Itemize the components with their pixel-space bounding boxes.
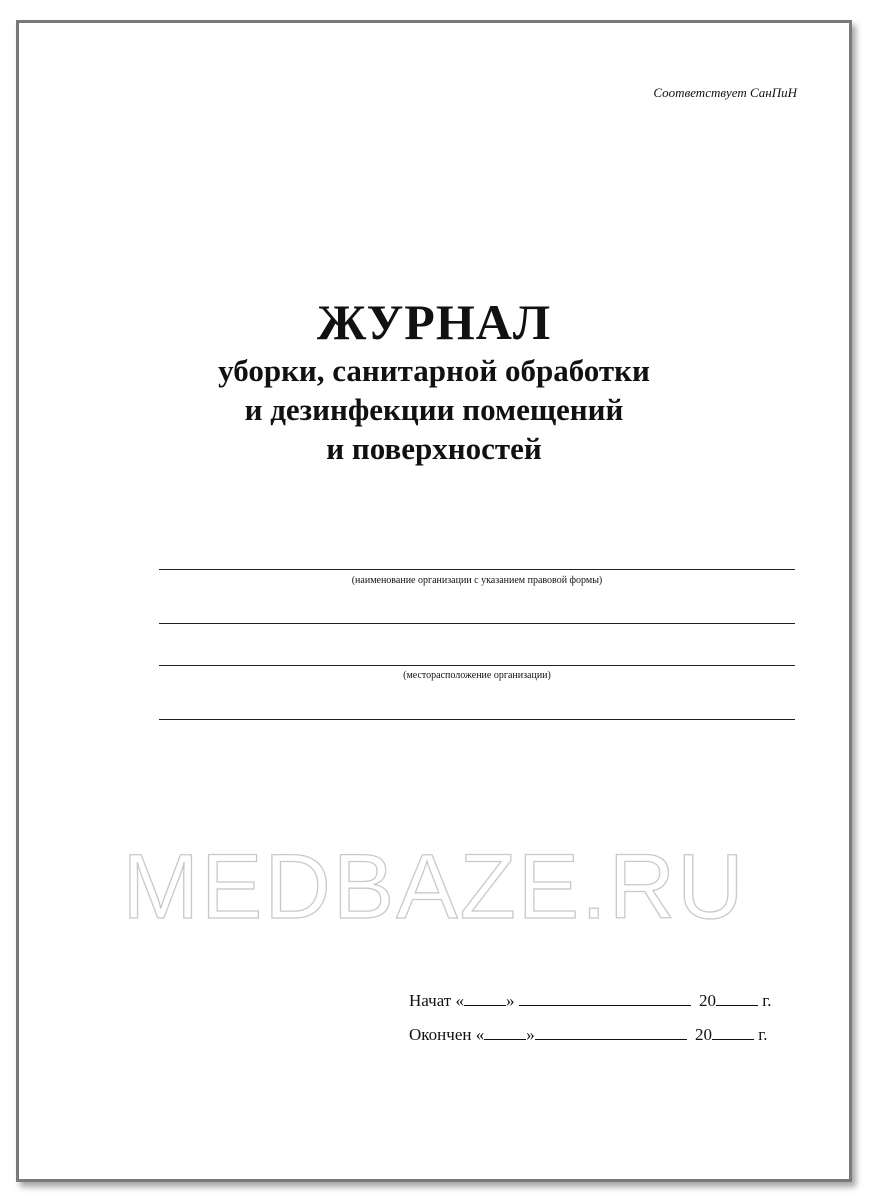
end-month-blank (535, 1025, 687, 1040)
end-date-row (409, 1025, 768, 1045)
end-close-quote: » (526, 1025, 535, 1044)
org-name-line-2 (159, 623, 795, 624)
start-month-blank (519, 991, 691, 1006)
journal-subtitle-line-3: и поверхностей (326, 431, 542, 466)
journal-title: ЖУРНАЛ (316, 294, 552, 350)
journal-cover-page (16, 20, 852, 1182)
end-year-suffix: г. (758, 1025, 768, 1044)
start-year-suffix: г. (762, 991, 772, 1010)
journal-subtitle-line-2: и дезинфекции помещений (244, 392, 624, 427)
watermark: MEDBAZE.RU (122, 836, 746, 938)
org-name-line (159, 569, 795, 570)
org-location-line-2 (159, 719, 795, 720)
start-close-quote: » (505, 991, 515, 1010)
org-name-caption: (наименование организации с указанием правовой формы) (351, 575, 603, 586)
end-date-label: Окончен « (409, 1025, 485, 1044)
start-date-row (409, 991, 772, 1011)
title-block (19, 293, 849, 468)
org-location-caption: (месторасположение организации) (403, 670, 551, 681)
start-date-label: Начат « (409, 991, 464, 1010)
start-day-blank (464, 991, 506, 1006)
org-location-line (159, 665, 795, 666)
journal-subtitle-line-1: уборки, санитарной обработки (218, 353, 650, 388)
end-year-prefix: 20 (694, 1025, 712, 1044)
start-year-prefix: 20 (698, 991, 716, 1010)
end-day-blank (484, 1025, 526, 1040)
start-year-blank (716, 991, 758, 1006)
end-year-blank (712, 1025, 754, 1040)
compliance-note: Соответствует СанПиН (653, 85, 797, 100)
